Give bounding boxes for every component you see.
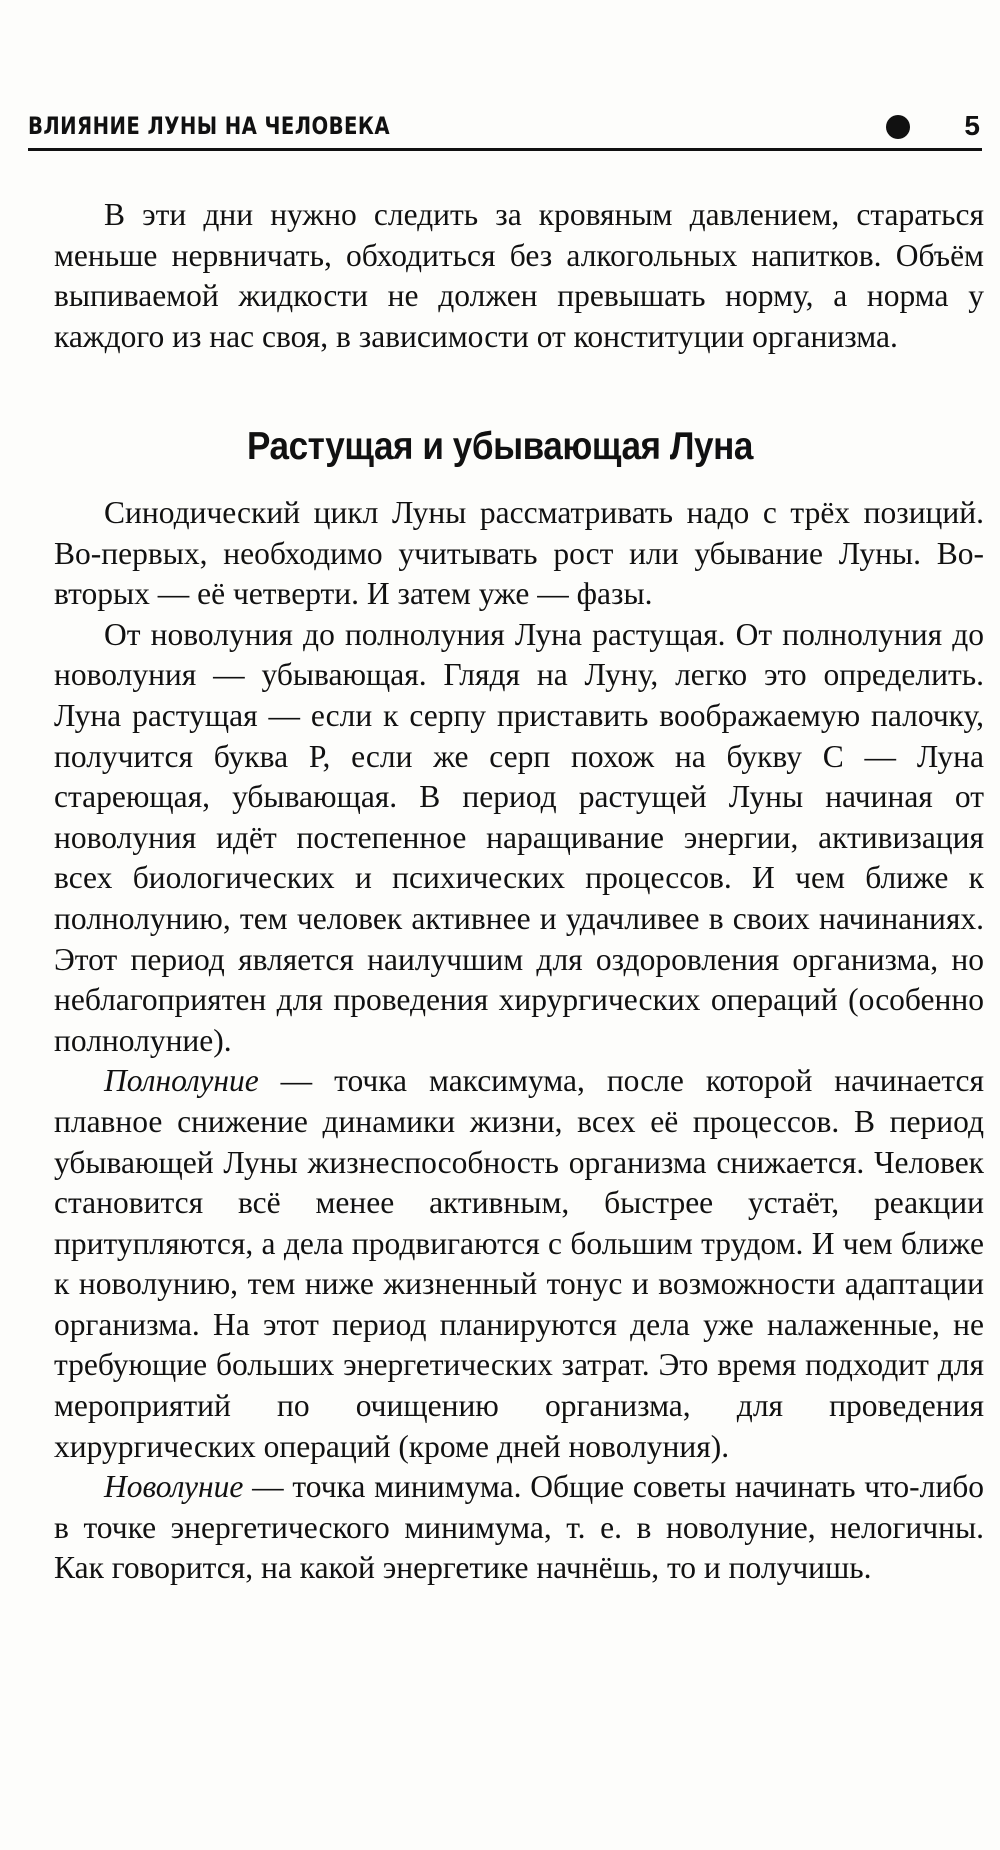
- running-title: ВЛИЯНИЕ ЛУНЫ НА ЧЕЛОВЕКА: [28, 112, 391, 140]
- paragraph-full-moon-text: — точка максимума, после которой начинается плавное снижение динамики жизни, всех её процессов. В период убывающей Луны жизнеспособность организма снижается. Человек становится всё менее активным, быстрее устаёт, реакции притупляются, а дела продвигаются с большим трудом. И чем ближе к новолунию, тем ниже жизненный тонус и возможности адаптации организма. На этот период планируются дела уже налаженные, не требующие больших энергетических затрат. Это время подходит для мероприятий по очищению организма, для проведения хирургических операций (кроме дней новолуния).: [54, 1063, 984, 1464]
- paragraph-new-moon-text: — точка минимума. Общие советы начинать что-либо в точке энергетического минимума, т. е. в новолуние, нелогичны. Как говорится, на какой энергетике начнёшь, то и получишь.: [54, 1469, 984, 1586]
- section-body: [54, 493, 984, 1589]
- paragraph-full-moon: [54, 1061, 984, 1467]
- intro-text: [54, 195, 984, 357]
- paragraph-growing-moon: От новолуния до полнолуния Луна растущая. От полнолуния до новолуния — убывающая. Глядя на Луну, легко это определить. Луна растущая — если к серпу приставить воображаемую палочку, получится буква Р, если же серп похож на букву С — Луна стареющая, убывающая. В период растущей Луны начиная от новолуния идёт постепенное наращивание энергии, активизация всех биологических и психических процессов. И чем ближе к полнолунию, тем человек активнее и удачливее в своих начинаниях. Этот период является наилучшим для оздоровления организма, но неблагоприятен для проведения хирургических операций (особенно полнолуние).: [54, 616, 984, 1058]
- term-full-moon: Полнолуние: [104, 1063, 259, 1099]
- paragraph-new-moon: [54, 1467, 984, 1589]
- page-number: 5: [964, 110, 980, 141]
- paragraph-synodic-cycle: Синодический цикл Луны рассматривать надо с трёх позиций. Во-первых, необходимо учитывать рост или убывание Луны. Во-вторых — её четверти. И затем уже — фазы.: [54, 495, 984, 612]
- term-new-moon: Новолуние: [104, 1469, 244, 1505]
- section-heading: Растущая и убывающая Луна: [247, 425, 753, 468]
- running-header: [28, 108, 982, 151]
- intro-paragraph: В эти дни нужно следить за кровяным давлением, стараться меньше нервничать, обходиться без алкогольных напитков. Объём выпиваемой жидкости не должен превышать норму, а норма у каждого из нас своя, в зависимости от конституции организма.: [54, 197, 984, 354]
- bullet-icon: [886, 115, 910, 139]
